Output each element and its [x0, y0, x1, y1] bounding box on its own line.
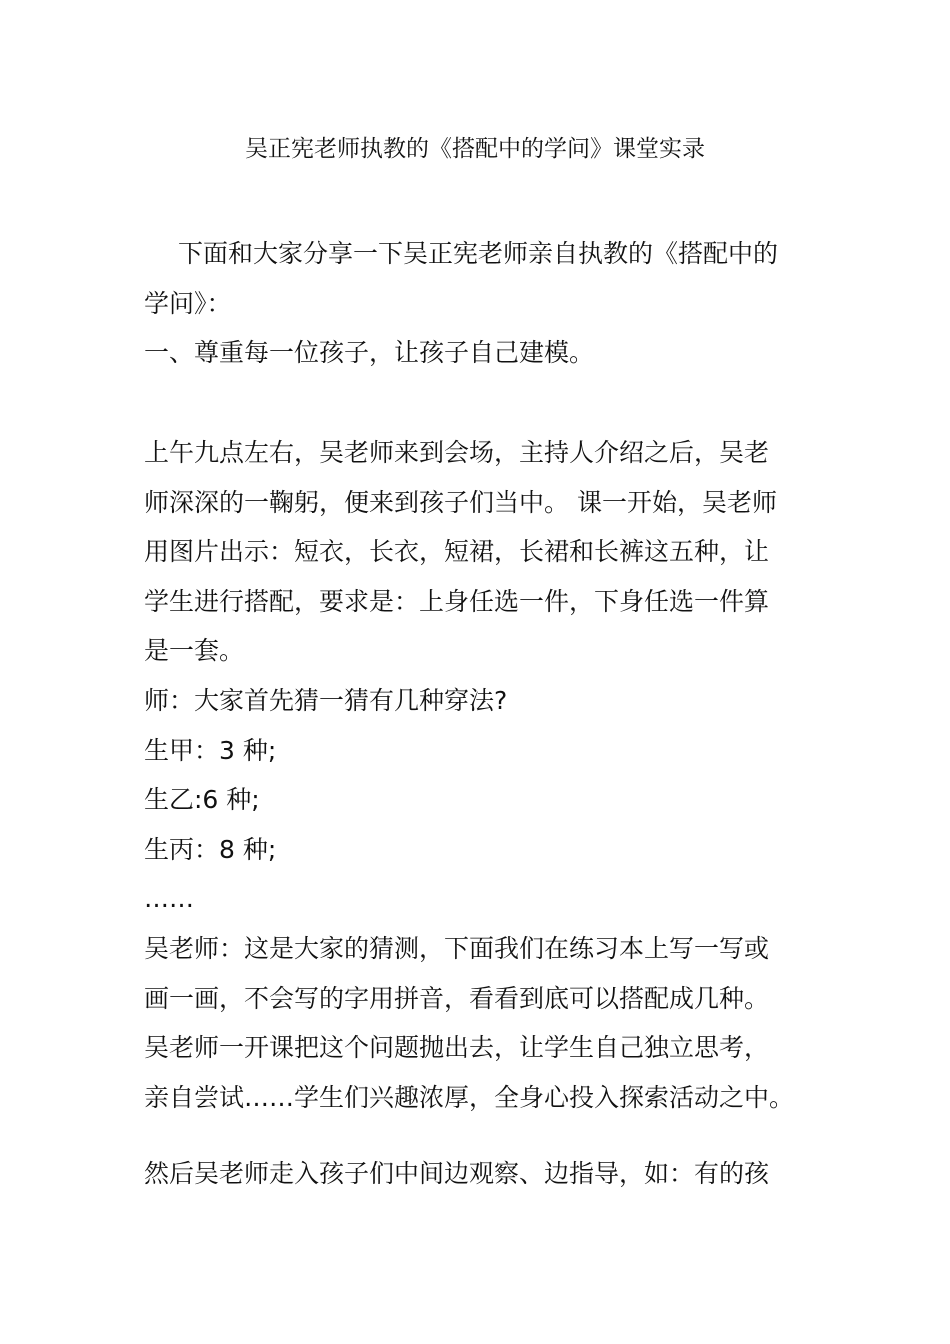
- dialogue-line: 生丙：8 种;: [144, 834, 277, 864]
- dialogue-line: 生乙:6 种;: [144, 785, 260, 815]
- paragraph-line: 下面和大家分享一下吴正宪老师亲自执教的《搭配中的: [178, 239, 779, 268]
- paragraph-line: 师深深的一鞠躬，便来到孩子们当中。 课一开始，吴老师: [144, 487, 777, 517]
- document-title: 吴正宪老师执教的《搭配中的学问》课堂实录: [245, 136, 705, 162]
- dialogue-line: 生甲：3 种;: [144, 735, 277, 765]
- ellipsis-line: ……: [144, 884, 194, 914]
- paragraph-line: 吴老师一开课把这个问题抛出去，让学生自己独立思考，: [144, 1033, 770, 1063]
- paragraph-line: 是一套。: [144, 636, 245, 666]
- paragraph-line: 学问》：: [144, 288, 232, 318]
- paragraph-line: 画一画，不会写的字用拼音，看看到底可以搭配成几种。: [144, 983, 770, 1013]
- paragraph-line: 亲自尝试……学生们兴趣浓厚，全身心投入探索活动之中。: [144, 1082, 795, 1112]
- intro-block: [144, 229, 804, 378]
- dialogue-line: 吴老师：这是大家的猜测，下面我们在练习本上写一写或: [144, 933, 770, 963]
- section-heading: 一、尊重每一位孩子，让孩子自己建模。: [144, 338, 595, 368]
- body-block: [144, 428, 804, 1122]
- paragraph-line: 上午九点左右，吴老师来到会场，主持人介绍之后，吴老: [144, 438, 770, 467]
- paragraph-line: 学生进行搭配，要求是：上身任选一件，下身任选一件算: [144, 586, 770, 616]
- continuation-block: [144, 1149, 804, 1199]
- paragraph-line: 用图片出示：短衣，长衣，短裙，长裙和长裤这五种，让: [144, 537, 770, 567]
- dialogue-line: 师：大家首先猜一猜有几种穿法?: [144, 685, 508, 715]
- paragraph-line: 然后吴老师走入孩子们中间边观察、边指导，如：有的孩: [144, 1159, 770, 1188]
